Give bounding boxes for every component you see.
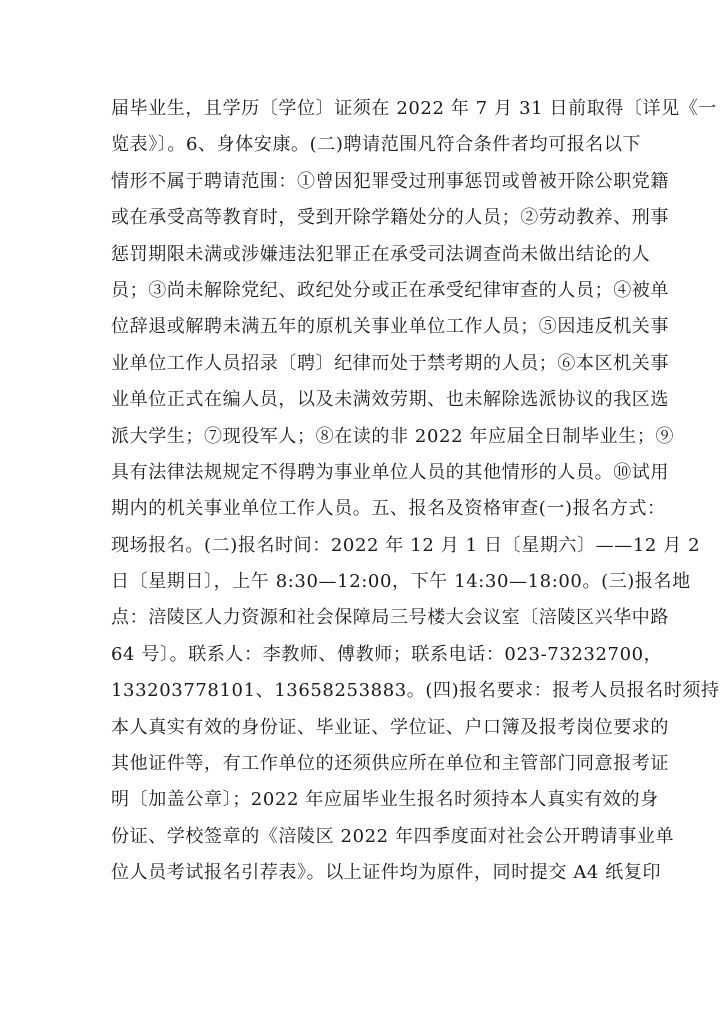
text-line: 情形不属于聘请范围：①曾因犯罪受过刑事惩罚或曾被开除公职党籍 — [111, 170, 669, 192]
text-line: 日〔星期日〕，上午 8:30—12:00，下午 14:30—18:00。(三)报名地 — [111, 571, 691, 593]
text-line: 或在承受高等教育时，受到开除学籍处分的人员；②劳动教养、刑事 — [111, 207, 669, 229]
text-line: 64 号〕。联系人：李教师、傅教师；联系电话：023-73232700， — [111, 643, 663, 665]
text-line: 业单位工作人员招录〔聘〕纪律而处于禁考期的人员；⑥本区机关事 — [111, 352, 669, 374]
text-line: 现场报名。(二)报名时间：2022 年 12 月 1 日〔星期六〕——12 月 2 — [111, 534, 701, 556]
text-line: 本人真实有效的身份证、毕业证、学位证、户口簿及报考岗位要求的 — [111, 716, 669, 738]
text-line: 位人员考试报名引荐表》。以上证件均为原件，同时提交 A4 纸复印 — [111, 862, 662, 884]
text-line: 明〔加盖公章〕；2022 年应届毕业生报名时须持本人真实有效的身 — [111, 789, 659, 811]
body-text — [111, 91, 720, 892]
text-line: 员；③尚未解除党纪、政纪处分或正在承受纪律审查的人员；④被单 — [111, 279, 669, 301]
text-line: 届毕业生，且学历〔学位〕证须在 2022 年 7 月 31 日前取得〔详见《一 — [111, 98, 717, 119]
text-line: 业单位正式在编人员，以及未满效劳期、也未解除选派协议的我区选 — [111, 389, 669, 411]
text-line: 期内的机关事业单位工作人员。五、报名及资格审查(一)报名方式： — [111, 498, 666, 520]
text-line: 点：涪陵区人力资源和社会保障局三号楼大会议室〔涪陵区兴华中路 — [111, 607, 669, 629]
text-line: 派大学生；⑦现役军人；⑧在读的非 2022 年应届全日制毕业生；⑨ — [111, 425, 675, 447]
text-line: 惩罚期限未满或涉嫌违法犯罪正在承受司法调查尚未做出结论的人 — [111, 243, 651, 265]
text-line: 览表》〕。6、身体安康。(二)聘请范围凡符合条件者均可报名以下 — [111, 134, 642, 156]
text-line: 位辞退或解聘未满五年的原机关事业单位工作人员；⑤因违反机关事 — [111, 316, 669, 338]
text-line: 具有法律法规规定不得聘为事业单位人员的其他情形的人员。⑩试用 — [111, 461, 669, 483]
text-line: 份证、学校签章的《涪陵区 2022 年四季度面对社会公开聘请事业单 — [111, 825, 675, 847]
text-line: 13320377810​1、13658253883。(四)报名要求：报考人员报名时须持 — [111, 680, 720, 702]
text-line: 其他证件等，有工作单位的还须供应所在单位和主管部门同意报考证 — [111, 753, 669, 775]
